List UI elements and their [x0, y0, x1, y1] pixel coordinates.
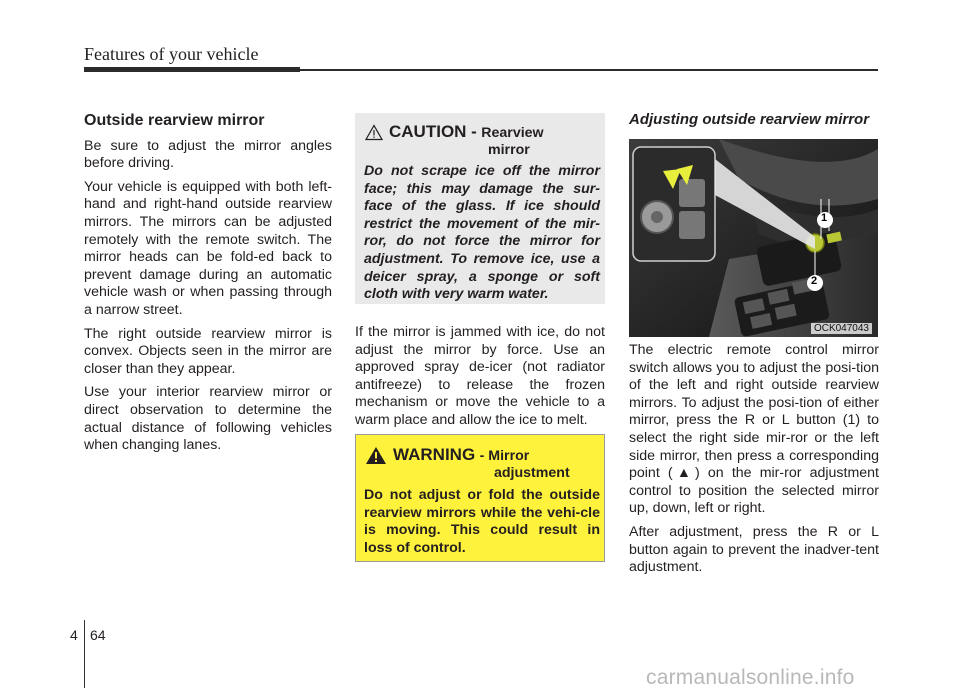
- paragraph: Use your interior rearview mirror or direct observation to determine the actual distance of following vehicles when changing lanes.: [84, 384, 332, 454]
- warning-title: [393, 445, 529, 465]
- header-rule-thin: [300, 69, 878, 71]
- warning-subtitle-line2: adjustment: [494, 465, 570, 481]
- paragraph: The electric remote control mirror switch allows you to adjust the posi-tion of the left and right outside rearview mirrors. To adjust the posi-tion of either mirror, press the R or L button (1) to select the right side mir-ror or the left side mirror, then press a corresponding point (▲) on the mir-ror adjustment control to position the selected mirror up, down, left or right.: [629, 342, 879, 517]
- paragraph: After adjustment, press the R or L button again to prevent the inadver-tent adjustment.: [629, 523, 879, 576]
- callout-1-label: 1: [821, 212, 828, 224]
- caution-triangle-icon: [365, 124, 383, 141]
- callout-2-label: 2: [811, 275, 818, 287]
- watermark: carmanualsonline.info: [646, 666, 855, 689]
- caution-body: Do not scrape ice off the mirror face; this may damage the sur-face of the glass. If ice should restrict the movement of the mir-ror, do not force the mirror for adjustment. To remove ice, use a deicer spray, a sponge or soft cloth with very warm water.: [364, 163, 600, 303]
- mirror-switch-photo: [629, 139, 878, 337]
- paragraph: Your vehicle is equipped with both left-hand and right-hand outside rearview mirrors. The mirrors can be adjusted remotely with the remote switch. The mirror heads can be fold-ed back to prevent damage during an automatic vehicle wash or when passing through a narrow street.: [84, 178, 332, 318]
- warning-triangle-icon: [365, 446, 387, 465]
- paragraph: Be sure to adjust the mirror angles before driving.: [84, 137, 332, 172]
- left-column: [84, 112, 332, 461]
- header-title: Features of your vehicle: [84, 44, 259, 64]
- caution-box: [355, 113, 605, 304]
- caution-title: [389, 122, 544, 142]
- section-heading: Outside rearview mirror: [84, 112, 265, 129]
- caution-subtitle-line2: mirror: [488, 142, 530, 158]
- caution-label: CAUTION -: [389, 122, 477, 141]
- caution-subtitle: Rearview: [481, 125, 544, 141]
- middle-column: [355, 324, 605, 436]
- header-rule-thick: [84, 67, 300, 72]
- chapter-number: 4: [70, 627, 78, 643]
- paragraph: If the mirror is jammed with ice, do not adjust the mirror by force. Use an approved spray de-icer (not radiator antifreeze) to release the frozen mechanism or move the vehicle to a warm place and allow the ice to melt.: [355, 324, 605, 428]
- subsection-heading: Adjusting outside rearview mirror: [629, 111, 870, 128]
- door-panel-illustration: [629, 139, 878, 337]
- footer-divider: [84, 620, 85, 688]
- warning-body: Do not adjust or fold the outside rearview mirrors while the vehi-cle is moving. This could result in loss of control.: [364, 487, 600, 556]
- warning-label: WARNING: [393, 445, 476, 464]
- page-number: 64: [90, 627, 106, 643]
- warning-box: [355, 434, 605, 562]
- warning-subtitle: - Mirror: [479, 448, 530, 464]
- paragraph: The right outside rearview mirror is convex. Objects seen in the mirror are closer than they appear.: [84, 325, 332, 377]
- figure-code: OCK047043: [811, 323, 872, 334]
- right-column: [629, 342, 879, 583]
